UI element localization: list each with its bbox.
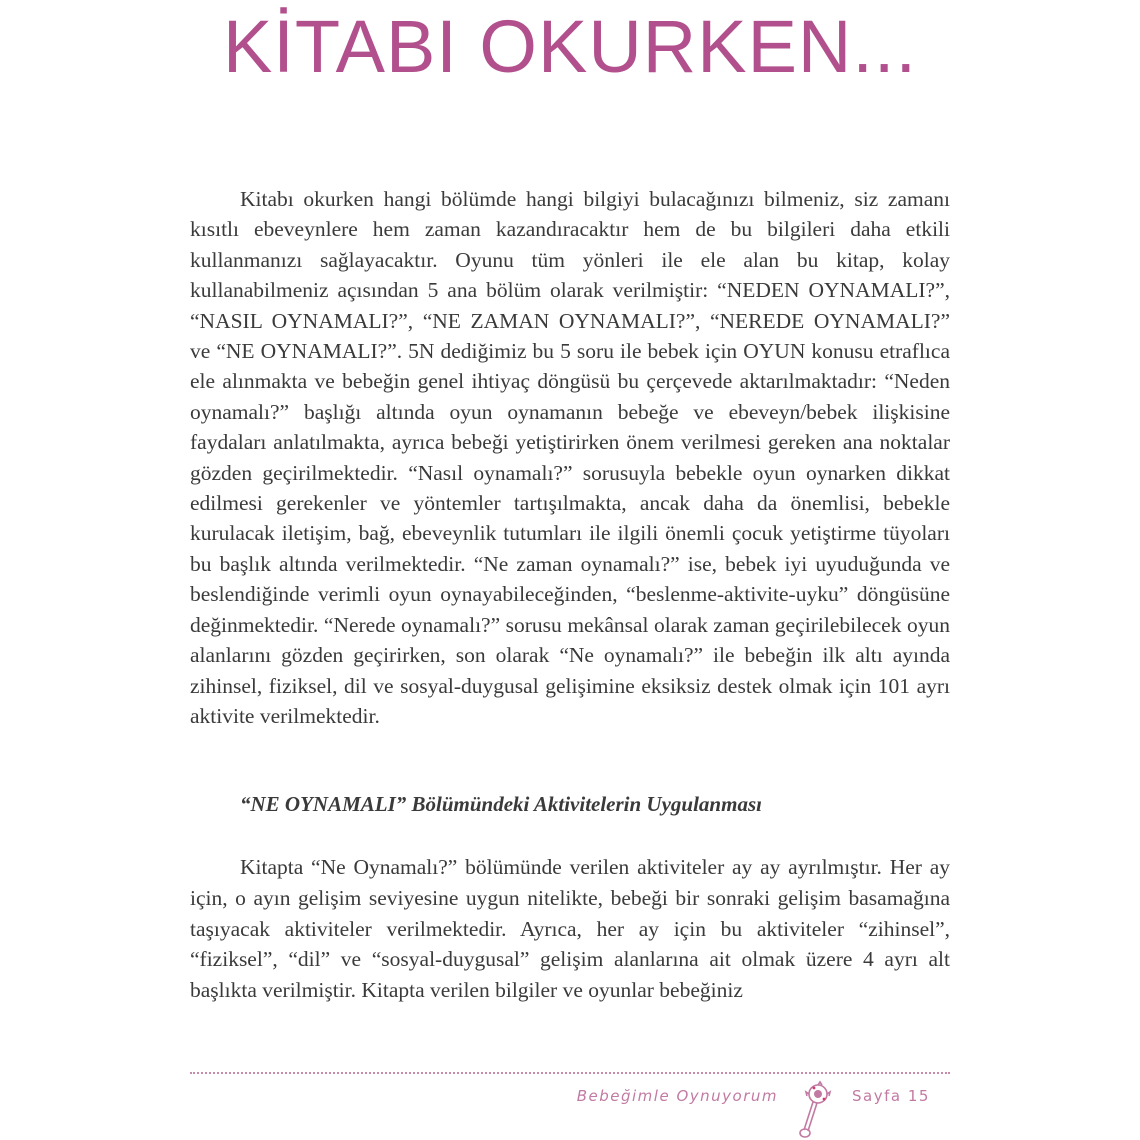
- footer-page-number: Sayfa 15: [852, 1087, 930, 1105]
- page-title: KİTABI OKURKEN...: [222, 5, 918, 88]
- activities-paragraph: Kitapta “Ne Oynamalı?” bölümünde verilen aktiviteler ay ay ayrılmıştır. Her ay için, o ayın gelişim seviyesine uygun nitelikte, bebeği bir sonraki gelişim basamağına taşıyacak aktiviteler verilmektedir. Ayrıca, her ay için bu aktiviteler “zihinsel”, “fiziksel”, “dil” ve “sosyal-duygusal” gelişim alanlarına ait olmak üzere 4 ayrı alt başlıkta verilmiştir. Kitapta verilen bilgiler ve oyunlar bebeğiniz: [190, 855, 950, 1003]
- footer-book-title: Bebeğimle Oynuyorum: [576, 1087, 778, 1105]
- footer-divider: [190, 1072, 950, 1074]
- section-subheading: “NE OYNAMALI” Bölümündeki Aktivitelerin Uygulanması: [240, 792, 762, 816]
- intro-paragraph: Kitabı okurken hangi bölümde hangi bilgiyi bulacağınızı bilmeniz, siz zamanı kısıtlı ebeveynlere hem zaman kazandıracaktır hem de bu bilgileri daha etkili kullanmanızı sağlayacaktır. Oyunu tüm yönleri ile ele alan bu kitap, kolay kullanabilmeniz açısından 5 ana bölüm olarak verilmiştir: “NEDEN OYNAMALI?”, “NASIL OYNAMALI?”, “NE ZAMAN OYNAMALI?”, “NEREDE OYNAMALI?” ve “NE OYNAMALI?”. 5N dediğimiz bu 5 soru ile bebek için OYUN konusu etraflıca ele alınmakta ve bebeğin genel ihtiyaç döngüsü bu çerçevede aktarılmaktadır: “Neden oynamalı?” başlığı altında oyun oynamanın bebeğe ve ebeveyn/bebek ilişkisine faydaları anlatılmakta, ayrıca bebeği yetiştirirken önem verilmesi gereken ana noktalar gözden geçirilmektedir. “Nasıl oynamalı?” sorusuyla bebekle oyun oynarken dikkat edilmesi gerekenler ve yöntemler tartışılmakta, ancak daha da önemlisi, bebekle kurulacak iletişim, bağ, ebeveynlik tutumları ile ilgili önemli çocuk yetiştirme tüyoları bu başlık altında verilmektedir. “Ne zaman oynamalı?” ise, bebek iyi uyuduğunda ve beslendiğinde verimli oyun oynayabileceğinden, “beslenme-aktivite-uyku” döngüsüne değinmektedir. “Nerede oynamalı?” sorusu mekânsal olarak zaman geçirilebilecek oyun alanlarını gözden geçirirken, son olarak “Ne oynamalı?” ile bebeğin ilk altı ayında zihinsel, fiziksel, dil ve sosyal-duygusal gelişimine eksiksiz destek olmak için 101 ayrı aktivite verilmektedir.: [190, 187, 950, 728]
- rattle-icon: [794, 1080, 838, 1140]
